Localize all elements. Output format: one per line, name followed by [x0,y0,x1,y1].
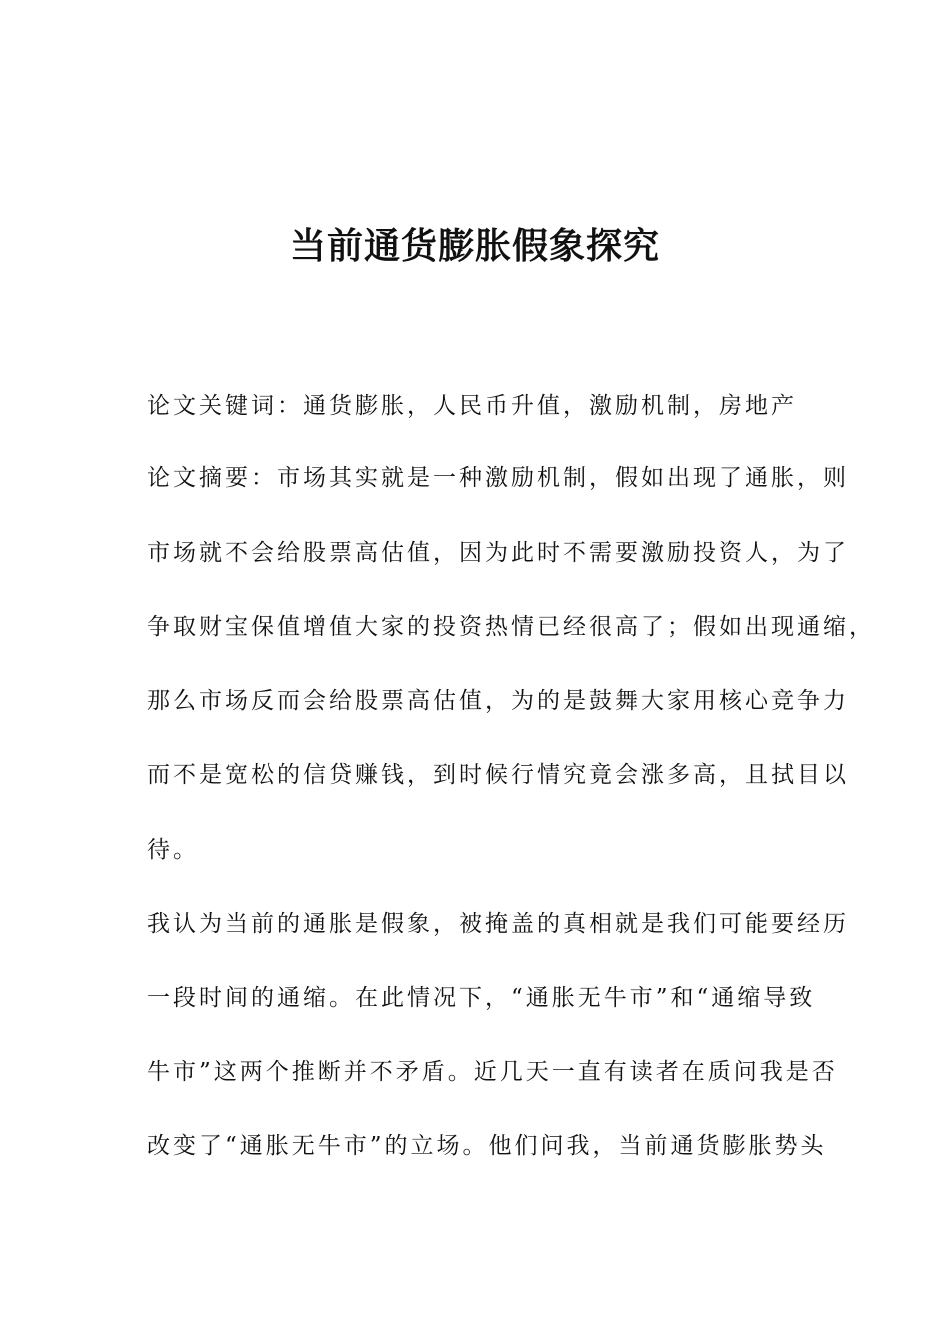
abstract-line: 论文摘要：市场其实就是一种激励机制，假如出现了通胀，则 [147,465,849,491]
body-line: 牛市”这两个推断并不矛盾。近几天一直有读者在质问我是否 [147,1059,838,1085]
body-line: 我认为当前的通胀是假象，被掩盖的真相就是我们可能要经历 [147,911,849,937]
document-title: 当前通货膨胀假象探究 [289,226,660,267]
keywords-line: 论文关键词：通货膨胀，人民币升值，激励机制，房地产 [147,393,797,419]
abstract-line: 市场就不会给股票高估值，因为此时不需要激励投资人，为了 [147,540,849,566]
abstract-line: 争取财宝保值增值大家的投资热情已经很高了；假如出现通缩， [147,614,875,640]
body-line: 改变了“通胀无牛市”的立场。他们问我，当前通货膨胀势头 [147,1133,827,1159]
abstract-line: 待。 [147,837,199,863]
abstract-line: 那么市场反而会给股票高估值，为的是鼓舞大家用核心竞争力 [147,688,849,714]
body-line: 一段时间的通缩。在此情况下，“通胀无牛市”和“通缩导致 [147,985,816,1011]
abstract-line: 而不是宽松的信贷赚钱，到时候行情究竟会涨多高，且拭目以 [147,762,849,788]
